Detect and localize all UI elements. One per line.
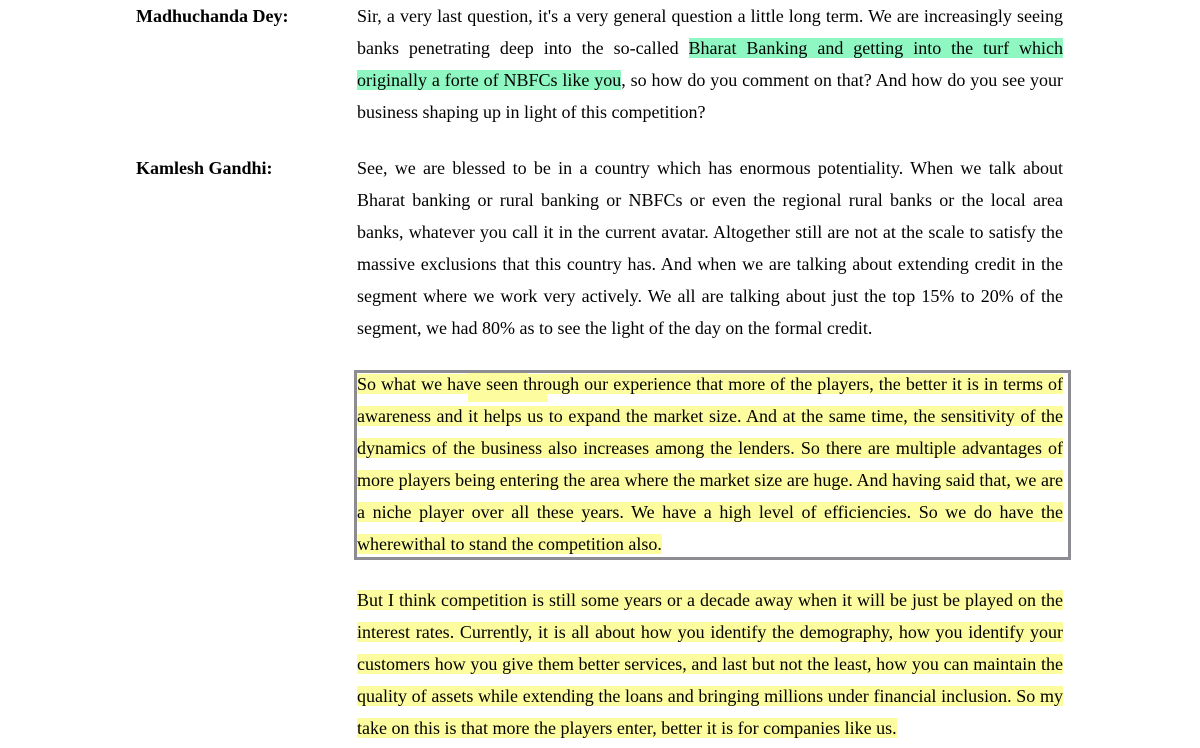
answer-paragraph-1 — [357, 152, 1063, 344]
question-paragraph — [357, 0, 1063, 128]
paragraph-text: See, we are blessed to be in a country which has enormous potentiality. When we talk about Bharat banking or rural banking or NBFCs or even the regional rural banks or the local area banks, whatever you call it in the current avatar. Altogether still are not at the scale to satisfy the massive exclusions that this country has. And when we are talking about extending credit in the segment where we work very actively. We all are talking about just the top 15% to 20% of the segment, we had 80% as to see the light of the day on the formal credit. — [357, 158, 1063, 338]
paragraph-text: Sir, a very last question, it's a very general question a little long term. We are increasingly seeing banks penetrating deep into the so-called — [357, 6, 1063, 58]
speaker-name: Madhuchanda Dey: — [136, 6, 289, 26]
paragraph-text: , so how do you comment on that? And how do you see your business shaping up in light of this competition? — [357, 70, 1063, 122]
green-highlight: Bharat Banking and getting into the turf which originally a forte of NBFCs like you — [357, 38, 1063, 90]
yellow-highlight: So what we have seen through our experience that more of the players, the better it is in terms of awareness and it helps us to expand the market size. And at the same time, the sensitivity of the dynamics of the business also increases among the lenders. So there are multiple advantages of more players being entering the area where the market size are huge. And having said that, we are a niche player over all these years. We have a high level of efficiencies. So we do have the wherewithal to stand the competition also. — [357, 374, 1063, 554]
yellow-highlight: But I think competition is still some years or a decade away when it will be just be played on the interest rates. Currently, it is all about how you identify the demography, how you identify your customers how you give them better services, and last but not the least, how you can maintain the quality of assets while extending the loans and bringing millions under financial inclusion. So my take on this is that more the players enter, better it is for companies like us. — [357, 590, 1063, 738]
answer-paragraph-3 — [357, 584, 1063, 744]
speaker-name: Kamlesh Gandhi: — [136, 158, 273, 178]
answer-paragraph-2 — [357, 368, 1063, 560]
